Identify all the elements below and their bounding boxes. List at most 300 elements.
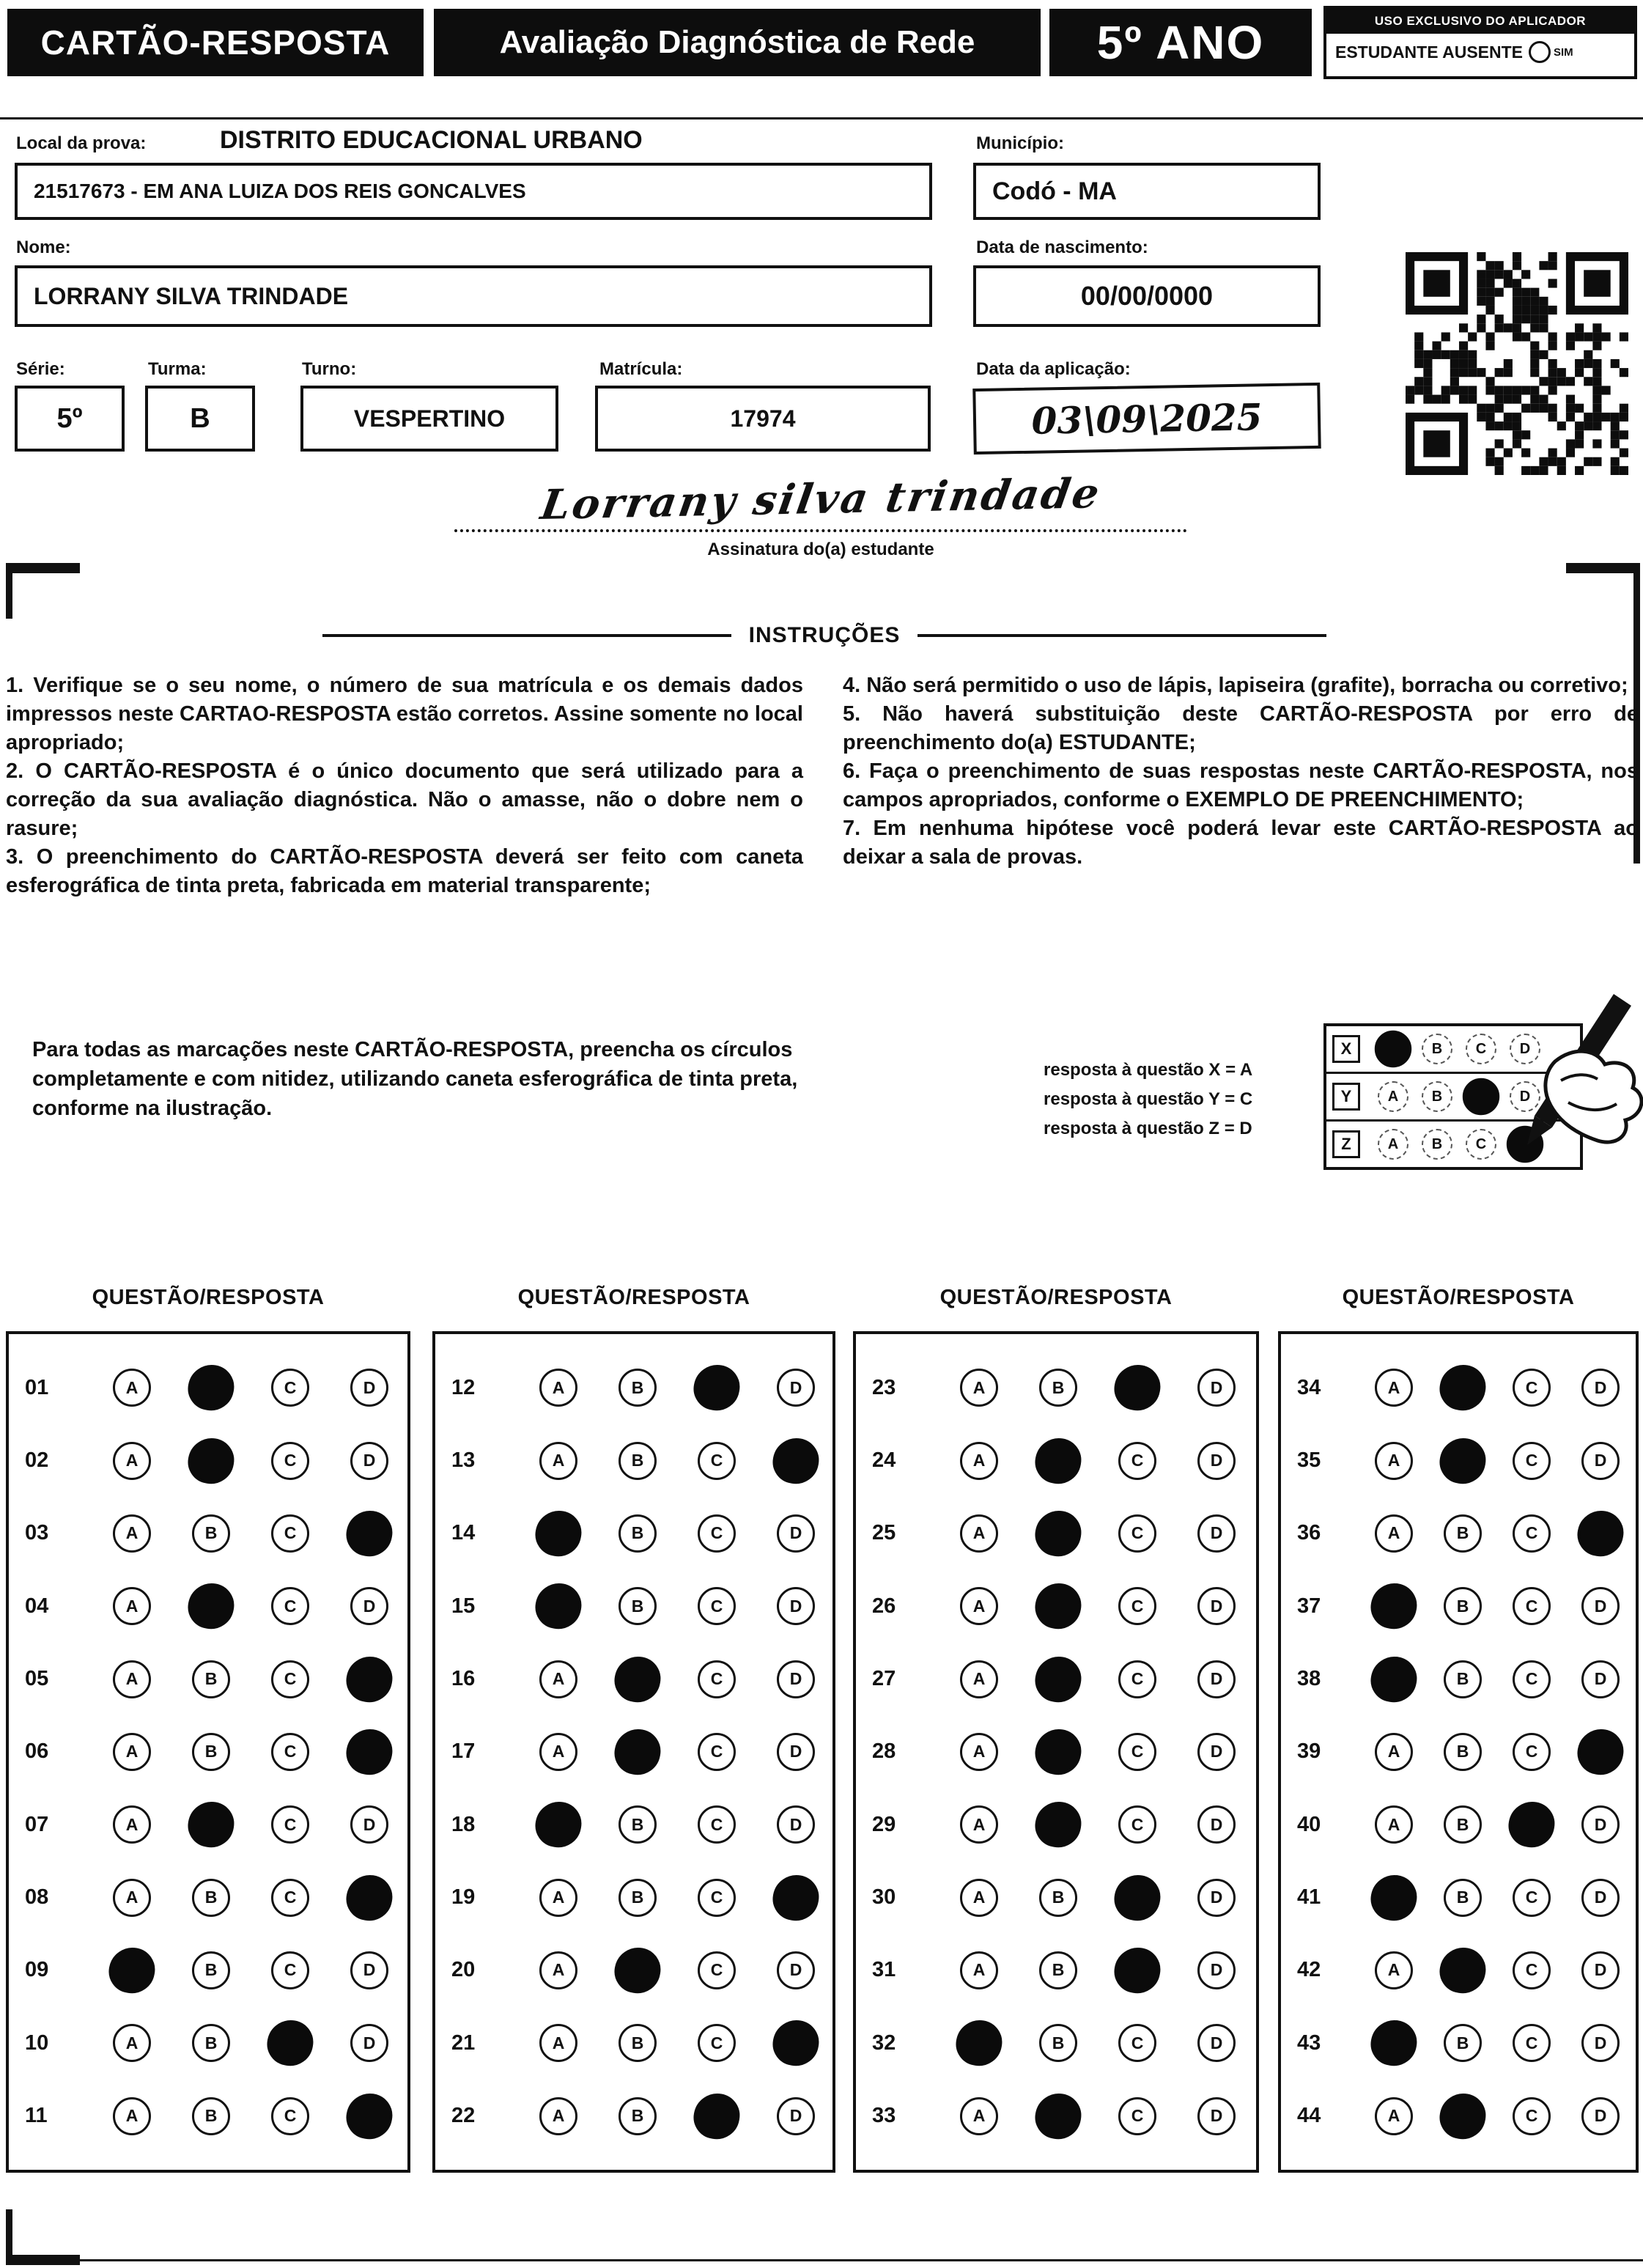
example-row-label: Y: [1332, 1083, 1360, 1111]
answer-bubble: D: [777, 1514, 815, 1553]
answer-bubble: D: [350, 1805, 388, 1844]
question-row: [435, 1879, 832, 1917]
answer-bubble-marked: [1032, 1726, 1085, 1778]
question-row: [1281, 1733, 1636, 1771]
answer-bubble: C: [271, 2097, 309, 2135]
answer-bubble-marked: [1367, 1652, 1420, 1705]
question-row: [1281, 1587, 1636, 1625]
answer-bubble: D: [1197, 1805, 1236, 1844]
question-row: [856, 1660, 1256, 1698]
answer-bubble: D: [1581, 1951, 1620, 1989]
question-number: 10: [25, 2030, 49, 2055]
question-number: 16: [451, 1667, 476, 1691]
answer-bubble: C: [698, 1805, 736, 1844]
answer-bubble: A: [113, 1369, 151, 1407]
question-row: [1281, 1805, 1636, 1844]
question-number: 14: [451, 1521, 476, 1545]
answer-bubble: D: [1581, 1660, 1620, 1698]
answer-bubble-marked: [690, 1361, 743, 1414]
answer-bubble: C: [271, 1442, 309, 1480]
example-caption: resposta à questão Z = D: [1044, 1119, 1252, 1138]
instruction-item: 4. Não será permitido o uso de lápis, lapiseira (grafite), borracha ou corretivo;: [843, 674, 1628, 697]
question-number: 12: [451, 1375, 476, 1399]
instruction-item: 1. Verifique se o seu nome, o número de sua matrícula e os demais dados impressos neste CARTAO-RESPOSTA estão corretos. Assine somente no local apropriado;: [6, 674, 803, 754]
example-bubble: B: [1422, 1034, 1452, 1064]
question-row: [1281, 1879, 1636, 1917]
answer-bubble-marked: [1111, 1944, 1164, 1997]
question-number: 36: [1297, 1521, 1321, 1545]
question-number: 23: [872, 1375, 896, 1399]
answer-bubble: C: [1118, 1587, 1156, 1625]
question-number: 38: [1297, 1667, 1321, 1691]
answer-bubble: D: [1581, 2024, 1620, 2062]
answer-bubble: C: [698, 1442, 736, 1480]
answer-bubble: A: [1375, 1805, 1413, 1844]
answer-bubble: A: [539, 1369, 577, 1407]
question-row: [9, 1951, 407, 1989]
municipio-field: Codó - MA: [973, 163, 1321, 220]
answer-bubble-marked: [1574, 1726, 1627, 1778]
corner-mark-bottom-left: [6, 2209, 80, 2265]
answer-bubble: A: [960, 1951, 998, 1989]
answer-bubble-marked: [1436, 1361, 1489, 1414]
instruction-item: 7. Em nenhuma hipótese você poderá levar este CARTÃO-RESPOSTA ao deixar a sala de provas.: [843, 817, 1639, 869]
local-prova-value: DISTRITO EDUCACIONAL URBANO: [220, 126, 643, 154]
answer-bubble-marked: [611, 1944, 664, 1997]
answer-bubble-marked: [1032, 2089, 1085, 2142]
instructions-rule-left: [322, 634, 731, 637]
answer-bubble: D: [1197, 1369, 1236, 1407]
answer-bubble: D: [1581, 2097, 1620, 2135]
answer-bubble-marked: [343, 1871, 396, 1923]
answer-bubble: B: [192, 1733, 230, 1771]
question-row: [1281, 1951, 1636, 1989]
answer-bubble: C: [1118, 1805, 1156, 1844]
example-captions: [1044, 1056, 1252, 1144]
question-number: 03: [25, 1521, 49, 1545]
answer-bubble: D: [777, 1805, 815, 1844]
answer-bubble-marked: [1367, 1580, 1420, 1632]
answer-bubble: C: [271, 1514, 309, 1553]
question-row: [856, 1951, 1256, 1989]
answer-bubble: B: [1444, 2024, 1482, 2062]
qr-code: [1406, 252, 1628, 475]
answer-bubble: C: [1513, 1951, 1551, 1989]
question-row: [435, 2024, 832, 2062]
answer-bubble-marked: [1032, 1652, 1085, 1705]
answer-bubble: C: [1118, 2097, 1156, 2135]
aplicacao-label: Data da aplicação:: [976, 359, 1131, 379]
question-number: 30: [872, 1885, 896, 1910]
aplicacao-field-handwritten: 03\09\2025: [972, 383, 1321, 454]
answer-bubble: B: [619, 2024, 657, 2062]
question-row: [435, 1587, 832, 1625]
answer-bubble: C: [1118, 1733, 1156, 1771]
answer-bubble: D: [350, 1442, 388, 1480]
school-field: 21517673 - EM ANA LUIZA DOS REIS GONCALVES: [15, 163, 932, 220]
question-number: 04: [25, 1594, 49, 1618]
answer-bubble: A: [539, 1660, 577, 1698]
answer-bubble: D: [1197, 1442, 1236, 1480]
answer-bubble: A: [539, 2097, 577, 2135]
nascimento-label: Data de nascimento:: [976, 238, 1148, 257]
answer-bubble: B: [1444, 1514, 1482, 1553]
question-row: [856, 1514, 1256, 1553]
question-number: 01: [25, 1375, 49, 1399]
answer-bubble: B: [619, 1587, 657, 1625]
serie-field: 5º: [15, 386, 125, 452]
answer-bubble: A: [960, 1879, 998, 1917]
example-bubble: D: [1510, 1034, 1540, 1064]
example-caption: resposta à questão Y = C: [1044, 1089, 1253, 1109]
corner-mark-left: [6, 563, 80, 619]
answer-bubble: D: [1581, 1369, 1620, 1407]
answer-bubble-marked: [343, 1652, 396, 1705]
answer-bubble: C: [1513, 1369, 1551, 1407]
answer-bubble-marked: [769, 2017, 822, 2069]
answer-bubble-marked: [1367, 2017, 1420, 2069]
question-row: [856, 1587, 1256, 1625]
question-row: [1281, 1514, 1636, 1553]
answer-bubble: B: [1039, 1369, 1077, 1407]
matricula-field: 17974: [595, 386, 931, 452]
question-row: [9, 1442, 407, 1480]
question-number: 25: [872, 1521, 896, 1545]
answer-bubble: B: [192, 1660, 230, 1698]
answer-bubble: B: [192, 1514, 230, 1553]
answer-bubble: B: [1444, 1587, 1482, 1625]
example-bubble: D: [1510, 1081, 1540, 1112]
instruction-item: 6. Faça o preenchimento de suas respostas neste CARTÃO-RESPOSTA, nos campos apropriados, conforme o EXEMPLO DE PREENCHIMENTO;: [843, 759, 1639, 811]
answer-bubble-marked: [185, 1361, 237, 1414]
example-bubble: B: [1422, 1129, 1452, 1160]
question-row: [1281, 1442, 1636, 1480]
answer-bubble: C: [698, 1951, 736, 1989]
question-row: [9, 1369, 407, 1407]
answer-bubble-marked: [611, 1652, 664, 1705]
question-row: [1281, 1660, 1636, 1698]
applicator-box-title: USO EXCLUSIVO DO APLICADOR: [1326, 9, 1634, 34]
answer-bubble-marked: [953, 2017, 1005, 2069]
answer-bubble-marked: [1367, 1871, 1420, 1923]
question-number: 06: [25, 1739, 49, 1764]
answer-bubble: A: [539, 1951, 577, 1989]
question-number: 32: [872, 2030, 896, 2055]
answer-bubble: C: [1513, 1587, 1551, 1625]
answer-bubble: A: [113, 1442, 151, 1480]
answer-bubble: C: [271, 1951, 309, 1989]
instruction-item: 5. Não haverá substituição deste CARTÃO-RESPOSTA por erro de preenchimento do(a) ESTUDANTE;: [843, 702, 1639, 754]
answers-column-header: QUESTÃO/RESPOSTA: [92, 1286, 325, 1309]
question-row: [856, 1442, 1256, 1480]
answer-bubble: A: [960, 1805, 998, 1844]
question-row: [435, 1805, 832, 1844]
example-bubble: C: [1466, 1034, 1496, 1064]
answer-bubble: D: [1581, 1442, 1620, 1480]
answer-bubble: A: [960, 1369, 998, 1407]
question-row: [435, 2097, 832, 2135]
turma-label: Turma:: [148, 359, 207, 379]
answer-bubble: C: [1118, 2024, 1156, 2062]
question-row: [435, 1369, 832, 1407]
question-row: [856, 2097, 1256, 2135]
answer-bubble-marked: [532, 1798, 585, 1851]
question-row: [435, 1442, 832, 1480]
answer-bubble: B: [192, 2097, 230, 2135]
question-number: 13: [451, 1448, 476, 1473]
answer-bubble: C: [271, 1805, 309, 1844]
answer-bubble: D: [350, 1369, 388, 1407]
local-prova-label: Local da prova:: [16, 133, 147, 153]
answer-bubble: A: [539, 1879, 577, 1917]
instruction-item: 3. O preenchimento do CARTÃO-RESPOSTA deverá ser feito com caneta esferográfica de tinta preta, fabricada em material transparente;: [6, 845, 803, 897]
instructions-rule-right: [918, 634, 1326, 637]
question-number: 31: [872, 1958, 896, 1982]
answer-bubble: A: [539, 2024, 577, 2062]
question-row: [9, 2024, 407, 2062]
question-number: 19: [451, 1885, 476, 1910]
answers-box: [6, 1331, 410, 2173]
serie-label: Série:: [16, 359, 65, 379]
question-number: 09: [25, 1958, 49, 1982]
answer-bubble: C: [1513, 1442, 1551, 1480]
signature-label: Assinatura do(a) estudante: [707, 540, 934, 559]
answer-bubble: C: [1513, 1514, 1551, 1553]
answer-bubble: A: [1375, 1733, 1413, 1771]
answer-bubble: B: [619, 1879, 657, 1917]
answer-bubble: C: [698, 1879, 736, 1917]
answer-bubble: C: [271, 1369, 309, 1407]
answer-bubble: A: [1375, 1951, 1413, 1989]
answer-bubble-marked: [769, 1435, 822, 1487]
question-row: [9, 1879, 407, 1917]
answer-bubble: A: [113, 1660, 151, 1698]
answer-bubble: B: [192, 1951, 230, 1989]
answer-bubble: B: [619, 1514, 657, 1553]
answer-bubble: C: [698, 1587, 736, 1625]
answer-bubble-marked: [1436, 1435, 1489, 1487]
example-bubble: B: [1422, 1081, 1452, 1112]
answer-bubble: B: [1039, 1951, 1077, 1989]
turno-label: Turno:: [302, 359, 357, 379]
exam-title: Avaliação Diagnóstica de Rede: [434, 9, 1041, 76]
student-absent-option: SIM: [1554, 45, 1573, 59]
question-number: 18: [451, 1812, 476, 1836]
question-number: 34: [1297, 1375, 1321, 1399]
question-row: [435, 1514, 832, 1553]
answer-bubble-marked: [690, 2089, 743, 2142]
answer-bubble-marked: [1032, 1580, 1085, 1632]
instruction-item: 2. O CARTÃO-RESPOSTA é o único documento que será utilizado para a correção da sua avaliação diagnóstica. Não o amasse, não o dobre nem o rasure;: [6, 759, 803, 840]
answer-bubble-marked: [1574, 1507, 1627, 1560]
question-row: [1281, 2024, 1636, 2062]
answer-bubble: D: [777, 2097, 815, 2135]
answer-bubble-marked: [611, 1726, 664, 1778]
question-number: 43: [1297, 2030, 1321, 2055]
answers-column-header: QUESTÃO/RESPOSTA: [939, 1286, 1173, 1309]
question-number: 28: [872, 1739, 896, 1764]
municipio-label: Município:: [976, 133, 1064, 153]
question-number: 21: [451, 2030, 476, 2055]
answer-bubble: C: [1118, 1442, 1156, 1480]
answer-bubble: D: [1197, 1951, 1236, 1989]
question-row: [856, 1369, 1256, 1407]
example-bubble: C: [1466, 1129, 1496, 1160]
question-row: [9, 1660, 407, 1698]
answers-box: [1278, 1331, 1639, 2173]
answer-bubble-marked: [769, 1871, 822, 1923]
answer-bubble: A: [113, 1879, 151, 1917]
question-row: [856, 1879, 1256, 1917]
answer-bubble: B: [619, 1805, 657, 1844]
answer-bubble: A: [539, 1733, 577, 1771]
answer-bubble: A: [1375, 2097, 1413, 2135]
question-row: [435, 1733, 832, 1771]
fill-instructions-note: Para todas as marcações neste CARTÃO-RESPOSTA, preencha os círculos completamente e com nitidez, utilizando caneta esferográfica de tinta preta, conforme na ilustração.: [32, 1038, 798, 1120]
question-number: 35: [1297, 1448, 1321, 1473]
answer-bubble: A: [1375, 1442, 1413, 1480]
answer-bubble: C: [271, 1660, 309, 1698]
answer-bubble-marked: [1436, 1944, 1489, 1997]
answer-bubble-marked: [1111, 1361, 1164, 1414]
answer-bubble-marked: [343, 1507, 396, 1560]
answer-bubble-marked: [185, 1435, 237, 1487]
answer-bubble: D: [777, 1369, 815, 1407]
answer-bubble: D: [777, 1733, 815, 1771]
answer-bubble: D: [350, 1951, 388, 1989]
answer-bubble: D: [1197, 1660, 1236, 1698]
answer-bubble: D: [777, 1951, 815, 1989]
answer-bubble: D: [350, 1587, 388, 1625]
answer-bubble: B: [619, 1442, 657, 1480]
example-row-label: Z: [1332, 1130, 1360, 1158]
answer-bubble: A: [113, 1587, 151, 1625]
answer-bubble: D: [1197, 1733, 1236, 1771]
nome-label: Nome:: [16, 238, 71, 257]
example-bubble: A: [1378, 1081, 1408, 1112]
example-bubble-marked: [1375, 1031, 1411, 1067]
answer-bubble-marked: [1032, 1435, 1085, 1487]
question-row: [435, 1660, 832, 1698]
answer-bubble: C: [698, 1660, 736, 1698]
answer-bubble: D: [1197, 2097, 1236, 2135]
answer-bubble: C: [1118, 1514, 1156, 1553]
instructions-column-left: [6, 671, 803, 900]
question-number: 22: [451, 2104, 476, 2128]
question-row: [9, 1733, 407, 1771]
answers-box: [432, 1331, 835, 2173]
answer-bubble: B: [1444, 1733, 1482, 1771]
question-number: 17: [451, 1739, 476, 1764]
answer-bubble: B: [1444, 1805, 1482, 1844]
answer-bubble: A: [960, 1660, 998, 1698]
answer-bubble-marked: [1505, 1798, 1558, 1851]
instructions-title: INSTRUÇÕES: [748, 623, 901, 647]
turno-field: VESPERTINO: [300, 386, 558, 452]
answers-column-header: QUESTÃO/RESPOSTA: [1342, 1286, 1575, 1309]
answer-bubble: C: [1513, 1879, 1551, 1917]
answer-bubble: C: [271, 1879, 309, 1917]
matricula-label: Matrícula:: [599, 359, 683, 379]
answer-bubble-marked: [532, 1580, 585, 1632]
answer-bubble: C: [698, 1514, 736, 1553]
answer-bubble: A: [539, 1442, 577, 1480]
answer-bubble-marked: [1436, 2089, 1489, 2142]
question-row: [9, 2097, 407, 2135]
question-row: [856, 1733, 1256, 1771]
question-number: 37: [1297, 1594, 1321, 1618]
answer-bubble: D: [777, 1587, 815, 1625]
example-bubble: A: [1378, 1129, 1408, 1160]
instructions-column-right: [843, 671, 1639, 872]
nascimento-field: 00/00/0000: [973, 265, 1321, 327]
question-number: 20: [451, 1958, 476, 1982]
answers-box: [853, 1331, 1259, 2173]
answer-bubble: C: [1513, 2024, 1551, 2062]
answer-bubble: A: [960, 1442, 998, 1480]
answer-bubble: C: [271, 1587, 309, 1625]
question-number: 26: [872, 1594, 896, 1618]
answer-bubble: A: [113, 1805, 151, 1844]
answer-bubble: D: [1197, 1879, 1236, 1917]
question-number: 05: [25, 1667, 49, 1691]
answer-bubble-marked: [343, 1726, 396, 1778]
answer-bubble: D: [1197, 1514, 1236, 1553]
student-absent-bubble: [1529, 41, 1551, 63]
answer-bubble: B: [1039, 1879, 1077, 1917]
example-row-label: X: [1332, 1035, 1360, 1063]
answer-bubble: C: [698, 2024, 736, 2062]
header-divider: [0, 117, 1643, 119]
question-number: 29: [872, 1812, 896, 1836]
question-number: 33: [872, 2104, 896, 2128]
question-row: [9, 1514, 407, 1553]
applicator-box: [1323, 6, 1637, 79]
answer-bubble: B: [1444, 1879, 1482, 1917]
answer-bubble: D: [1197, 2024, 1236, 2062]
question-row: [435, 1951, 832, 1989]
bottom-rule: [22, 2259, 1643, 2261]
answer-bubble: A: [1375, 1514, 1413, 1553]
answer-bubble-marked: [1111, 1871, 1164, 1923]
question-number: 41: [1297, 1885, 1321, 1910]
question-number: 07: [25, 1812, 49, 1836]
answer-bubble: C: [1513, 1660, 1551, 1698]
student-absent-label: ESTUDANTE AUSENTE: [1335, 42, 1523, 62]
answer-bubble: D: [1197, 1587, 1236, 1625]
question-number: 42: [1297, 1958, 1321, 1982]
answer-bubble: A: [113, 2024, 151, 2062]
answer-bubble: A: [113, 1514, 151, 1553]
answer-bubble: C: [1513, 2097, 1551, 2135]
answer-bubble: B: [192, 2024, 230, 2062]
answer-bubble: A: [960, 1514, 998, 1553]
question-row: [856, 1805, 1256, 1844]
question-number: 27: [872, 1667, 896, 1691]
answer-bubble: B: [1444, 1660, 1482, 1698]
question-number: 11: [25, 2104, 48, 2128]
question-number: 39: [1297, 1739, 1321, 1764]
answer-bubble: C: [1513, 1733, 1551, 1771]
question-number: 40: [1297, 1812, 1321, 1836]
turma-field: B: [145, 386, 255, 452]
answer-bubble-marked: [532, 1507, 585, 1560]
answer-bubble: A: [1375, 1369, 1413, 1407]
answer-bubble-marked: [106, 1944, 158, 1997]
question-row: [9, 1587, 407, 1625]
example-caption: resposta à questão X = A: [1044, 1060, 1253, 1080]
hand-pen-illustration: [1485, 991, 1643, 1179]
